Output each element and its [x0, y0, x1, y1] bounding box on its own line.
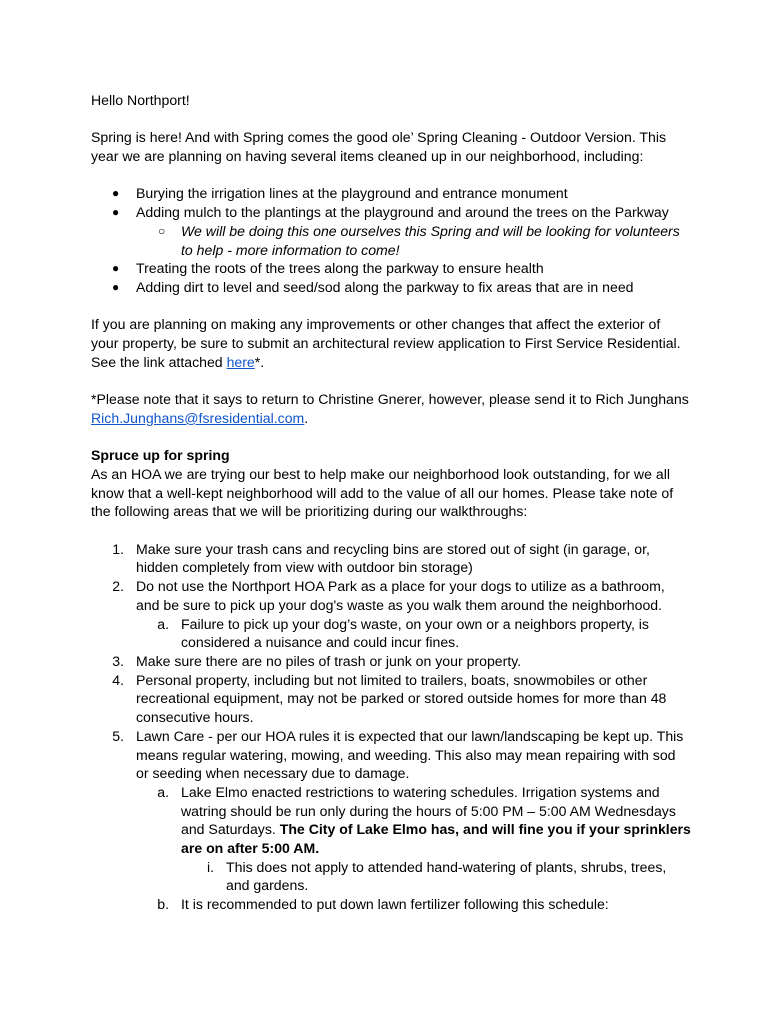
sub-list-item — [91, 783, 691, 858]
spruce-heading: Spruce up for spring — [91, 447, 230, 464]
list-letter: b. — [157, 896, 169, 913]
sub-list-item-text: It is recommended to put down lawn fertilizer following this schedule: — [181, 896, 609, 913]
review-text: If you are planning on making any improvements or other changes that affect the exterior of your property, be sure to submit an architectural review application to First Service Residential. See the link attached — [91, 316, 681, 370]
note-paragraph — [91, 390, 691, 427]
sub-list-item-text: Failure to pick up your dog’s waste, on your own or a neighbors property, is considered a nuisance and could incur fines. — [181, 615, 649, 651]
bullet-text: Treating the roots of the trees along the parkway to ensure health — [136, 260, 544, 277]
bullet-item — [91, 259, 691, 278]
list-number: 1. — [112, 540, 124, 557]
sub-list-item-text — [181, 784, 691, 856]
bullet-item — [91, 278, 691, 297]
spruce-intro: As an HOA we are trying our best to help make our neighborhood look outstanding, for we all know that a well-kept neighborhood will add to the value of all our homes. Please take note of the following areas that we will be prioritizing during our walkthroughs: — [91, 465, 674, 520]
list-number: 2. — [112, 578, 124, 595]
list-item — [91, 540, 691, 577]
greeting: Hello Northport! — [91, 92, 190, 108]
sub-list-item — [91, 615, 691, 652]
bullet-text: Adding mulch to the plantings at the playground and around the trees on the Parkway — [136, 204, 669, 221]
bullet-text: Adding dirt to level and seed/sod along the parkway to fix areas that are in need — [136, 279, 634, 295]
list-number: 4. — [112, 671, 124, 688]
list-item-text: Lawn Care - per our HOA rules it is expected that our lawn/landscaping be kept up. This means regular watering, mowing, and weeding. This also may mean repairing with sod or seeding when necessary due to damage. — [136, 727, 684, 782]
list-item-text: Make sure your trash cans and recycling bins are stored out of sight (in garage, or, hidden completely from view with outdoor bin storage) — [136, 540, 650, 576]
sub-sub-list-item-text: This does not apply to attended hand-watering of plants, shrubs, trees, and gardens. — [226, 858, 667, 894]
review-after: *. — [254, 353, 265, 370]
bullet-text: Burying the irrigation lines at the playground and entrance monument — [136, 185, 568, 202]
spacer — [91, 110, 691, 129]
list-number: 5. — [112, 727, 124, 744]
list-letter: a. — [157, 783, 169, 800]
email-link[interactable]: Rich.Junghans@fsresidential.com — [91, 409, 305, 426]
list-letter: a. — [157, 615, 169, 632]
bullet-item — [91, 203, 691, 222]
list-item — [91, 727, 691, 783]
list-item — [91, 577, 691, 614]
document-page — [91, 91, 691, 914]
list-item-text: Make sure there are no piles of trash or junk on your property. — [136, 653, 522, 669]
sub-bullet-item — [91, 222, 691, 259]
bullet-marker: ● — [112, 186, 120, 201]
list-item — [91, 652, 691, 671]
bullet-marker: ● — [112, 205, 120, 220]
bullet-marker: ● — [112, 261, 120, 276]
list-item — [91, 671, 691, 727]
spacer — [91, 372, 691, 391]
review-application-link[interactable]: here — [226, 353, 255, 370]
review-paragraph — [91, 315, 691, 371]
bullet-item — [91, 184, 691, 203]
note-text: *Please note that it says to return to Christine Gnerer, however, please send it to Rich Junghans — [91, 391, 689, 408]
spacer — [91, 521, 691, 540]
list-item-text: Personal property, including but not limited to trailers, boats, snowmobiles or other recreational equipment, may not be parked or stored outside homes for more than 48 consecutive hours. — [136, 671, 667, 726]
list-number: 3. — [112, 653, 124, 669]
section-heading — [91, 446, 691, 465]
spacer — [91, 428, 691, 447]
list-item-text: Do not use the Northport HOA Park as a place for your dogs to utilize as a bathroom, and be sure to pick up your dog's waste as you walk them around the neighborhood. — [136, 578, 665, 613]
list-roman: i. — [206, 858, 214, 875]
note-after: . — [304, 409, 309, 426]
sub-list-item — [91, 895, 691, 914]
fine-warning: The City of Lake Elmo has, and will fine you if your sprinklers are on after 5:00 AM. — [181, 821, 691, 857]
watering-text: Lake Elmo enacted restrictions to watering schedules. Irrigation systems and watring should be run only during the hours of 5:00 PM – 5:00 AM Wednesdays and Saturdays. — [181, 783, 676, 838]
bullet-marker: ● — [112, 280, 120, 294]
sub-bullet-text: We will be doing this one ourselves this Spring and will be looking for volunteers to help - more information to come! — [181, 222, 680, 258]
spacer — [91, 166, 691, 185]
circle-bullet-marker: ○ — [158, 223, 166, 238]
spacer — [91, 297, 691, 316]
intro-paragraph: Spring is here! And with Spring comes the good ole’ Spring Cleaning - Outdoor Version. This year we are planning on having several items cleaned up in our neighborhood, including: — [91, 129, 667, 165]
sub-sub-list-item — [91, 858, 691, 895]
